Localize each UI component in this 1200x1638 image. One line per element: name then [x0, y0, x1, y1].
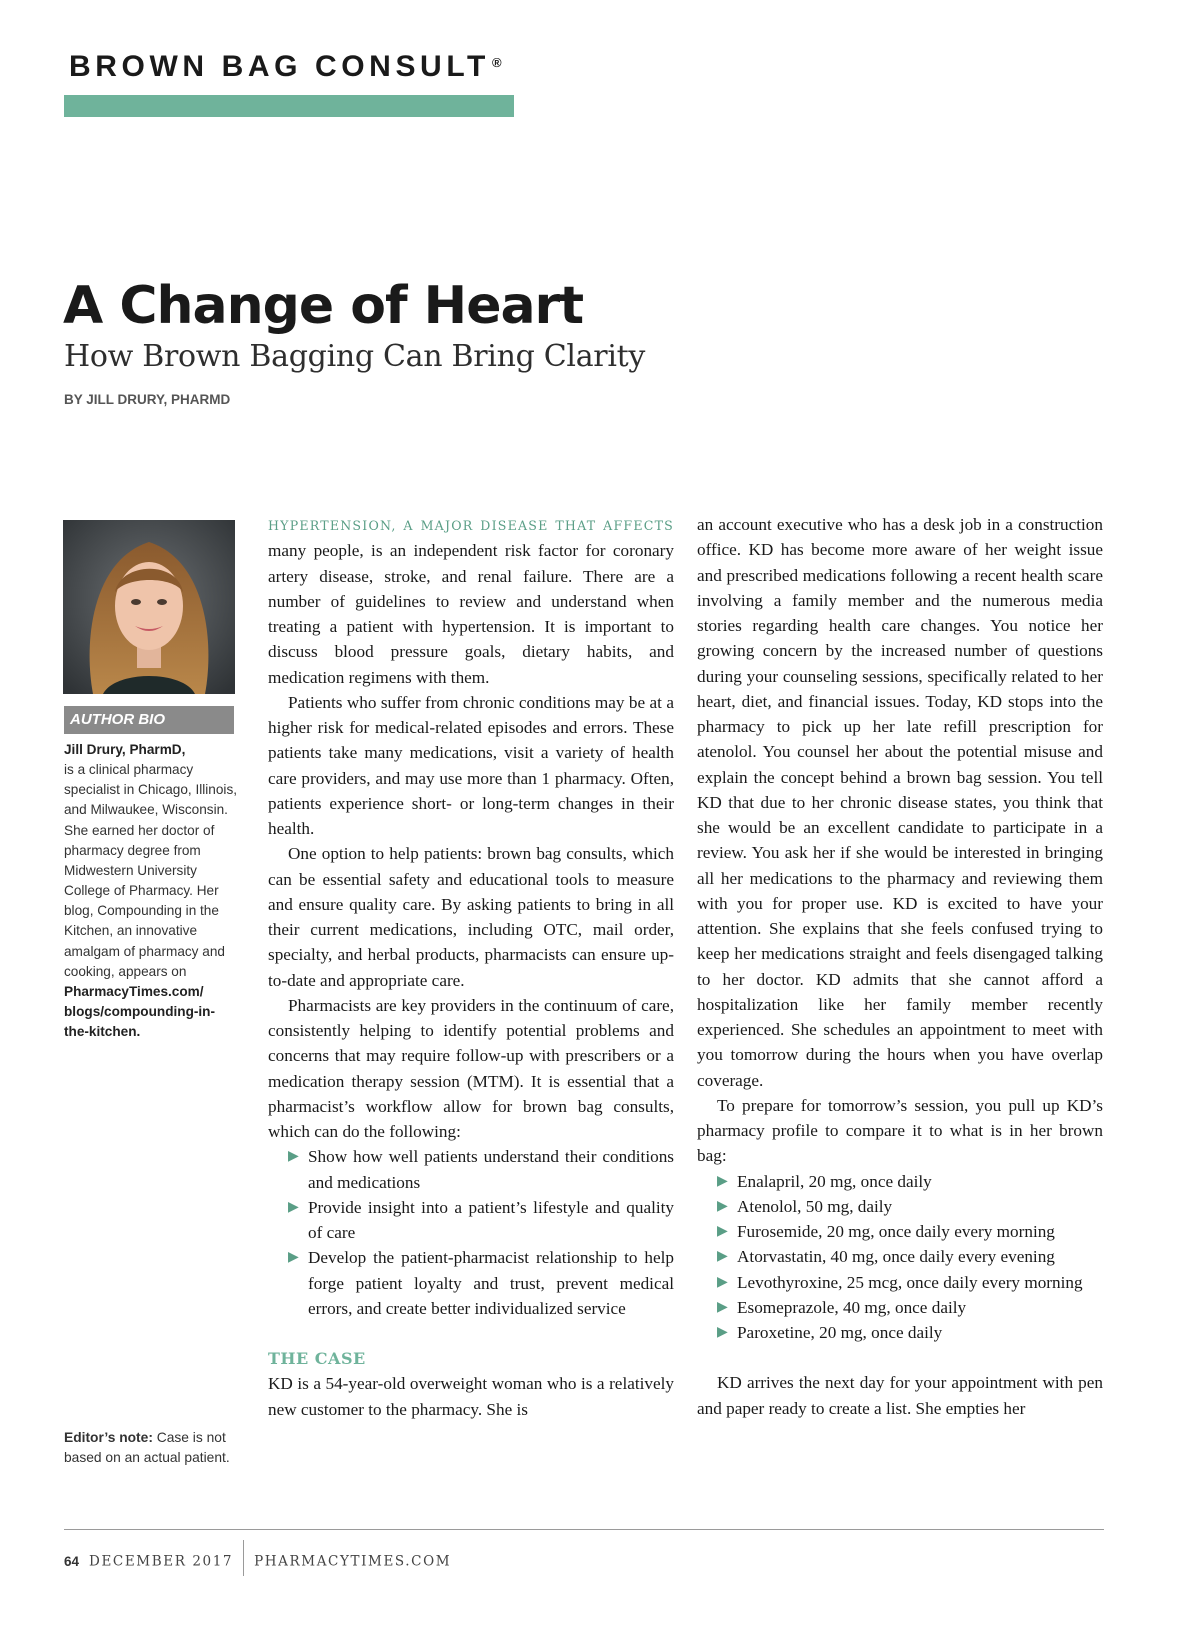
- case-heading: THE CASE: [268, 1349, 366, 1368]
- page-number: 64: [64, 1553, 80, 1569]
- triangle-bullet-icon: ▶: [717, 1198, 728, 1214]
- website[interactable]: PHARMACYTIMES.COM: [254, 1553, 452, 1570]
- article-title: A Change of Heart: [63, 276, 584, 336]
- paragraph-2: Patients who suffer from chronic conditions may be at a higher risk for medical-related episodes and errors. These patients take many medications, visit a variety of health care providers, and may use more than 1 pharmacy. Often, patients experience short- or long-term changes in their health.: [268, 692, 674, 838]
- author-bio-label: AUTHOR BIO: [64, 706, 234, 734]
- triangle-bullet-icon: ▶: [288, 1149, 299, 1165]
- triangle-bullet-icon: ▶: [717, 1274, 728, 1290]
- triangle-bullet-icon: ▶: [288, 1199, 299, 1215]
- medication-item: ▶ Enalapril, 20 mg, once daily: [697, 1169, 1103, 1194]
- medication-item: ▶ Furosemide, 20 mg, once daily every morning: [697, 1219, 1103, 1244]
- medication-list: [697, 1169, 1103, 1346]
- author-photo: [63, 520, 235, 694]
- case-paragraph-continued: an account executive who has a desk job in a construction office. KD has become more aware of her weight issue and prescribed medications following a recent health scare involving a family member and the numerous media stories regarding health care changes. You notice her growing concern by the increased number of questions during your counseling sessions, specifically related to her heart, diet, and financial issues. Today, KD stops into the pharmacy to pick up her late refill prescription for atenolol. You counsel her about the potential misuse and explain the concept behind a brown bag session. You tell KD that due to her chronic disease states, you think that she would be an excellent candidate to participate in a review. You ask her if she would be interested in bringing all her medications to the pharmacy and reviewing them with you for proper use. KD is excited to have your attention. She explains that she feels confused trying to keep her medications straight and feels disengaged talking to her doctor. KD admits that she cannot afford a hospitalization like her family member recently experienced. She schedules an appointment to meet with you tomorrow during the hours when you have overlap coverage.: [697, 515, 1103, 1090]
- medication-item: ▶ Atorvastatin, 40 mg, once daily every evening: [697, 1244, 1103, 1269]
- paragraph-3: One option to help patients: brown bag consults, which can be essential safety and educational tools to measure and ensure quality care. By asking patients to bring in all their current medications, including OTC, mail order, specialty, and herbal products, pharmacists can ensure up-to-date and appropriate care.: [268, 844, 674, 990]
- triangle-bullet-icon: ▶: [288, 1250, 299, 1266]
- medication-item: ▶ Levothyroxine, 25 mcg, once daily every morning: [697, 1270, 1103, 1295]
- page-footer: [64, 1544, 451, 1580]
- section-accent-bar: [64, 95, 514, 117]
- editor-note-text: Case is not based on an actual patient.: [64, 1430, 230, 1465]
- triangle-bullet-icon: ▶: [717, 1325, 728, 1340]
- author-portrait-illustration: [63, 520, 235, 694]
- list-item: ▶ Provide insight into a patient’s lifestyle and quality of care: [268, 1195, 674, 1246]
- triangle-bullet-icon: ▶: [717, 1299, 728, 1315]
- lead-in-caps: HYPERTENSION, A MAJOR DISEASE THAT AFFECTS: [268, 518, 674, 533]
- footer-divider: [243, 1540, 244, 1576]
- editor-note: [64, 1428, 244, 1468]
- triangle-bullet-icon: ▶: [717, 1224, 728, 1239]
- case-paragraph-1: KD is a 54-year-old overweight woman who is a relatively new customer to the pharmacy. She is: [268, 1374, 674, 1419]
- list-item: ▶ Show how well patients understand their conditions and medications: [268, 1144, 674, 1195]
- article-subtitle: How Brown Bagging Can Bring Clarity: [64, 339, 646, 374]
- triangle-bullet-icon: ▶: [717, 1173, 728, 1189]
- case-paragraph-2: To prepare for tomorrow’s session, you pull up KD’s pharmacy profile to compare it to what is in her brown bag:: [697, 1095, 1103, 1166]
- editor-note-label: Editor’s note:: [64, 1430, 153, 1445]
- body-column-1: [268, 512, 674, 1422]
- medication-item: ▶ Atenolol, 50 mg, daily: [697, 1194, 1103, 1219]
- section-label: BROWN BAG CONSULT ®: [69, 50, 502, 83]
- author-bio: [64, 740, 240, 1042]
- footer-rule: [64, 1529, 1104, 1530]
- issue-date: DECEMBER 2017: [89, 1553, 234, 1570]
- body-column-2: [697, 512, 1103, 1421]
- author-name: Jill Drury, PharmD,: [64, 742, 186, 757]
- byline: BY JILL DRURY, PHARMD: [64, 392, 231, 407]
- medication-item: ▶ Esomeprazole, 40 mg, once daily: [697, 1295, 1103, 1320]
- triangle-bullet-icon: ▶: [717, 1249, 728, 1265]
- author-bio-text: is a clinical pharmacy specialist in Chicago, Illinois, and Milwaukee, Wisconsin. She earned her doctor of pharmacy degree from Midwestern University College of Pharmacy. Her blog, Compounding in the Kitchen, an innovative amalgam of pharmacy and cooking, appears on: [64, 762, 238, 979]
- case-paragraph-3: KD arrives the next day for your appointment with pen and paper ready to create a list. She empties her: [697, 1373, 1103, 1418]
- medication-item: ▶ Paroxetine, 20 mg, once daily: [697, 1320, 1103, 1345]
- author-blog-link[interactable]: PharmacyTimes.com/ blogs/compounding-in- the-kitchen.: [64, 983, 216, 1040]
- paragraph-1: HYPERTENSION, A MAJOR DISEASE THAT AFFECTS many people, is an independent risk factor for coronary artery disease, stroke, and renal failure. There are a number of guidelines to review and understand when treating a patient with hypertension. It is important to discuss blood pressure goals, dietary habits, and medication regimens with them.: [268, 518, 674, 687]
- list-item: ▶ Develop the patient-pharmacist relationship to help forge patient loyalty and trust, prevent medical errors, and create better individualized service: [268, 1245, 674, 1321]
- benefits-list: [268, 1144, 674, 1321]
- paragraph-4: Pharmacists are key providers in the continuum of care, consistently helping to identify potential problems and concerns that may require follow-up with prescribers or a medication therapy session (MTM). It is essential that a pharmacist’s workflow allow for brown bag consults, which can do the following:: [268, 995, 674, 1141]
